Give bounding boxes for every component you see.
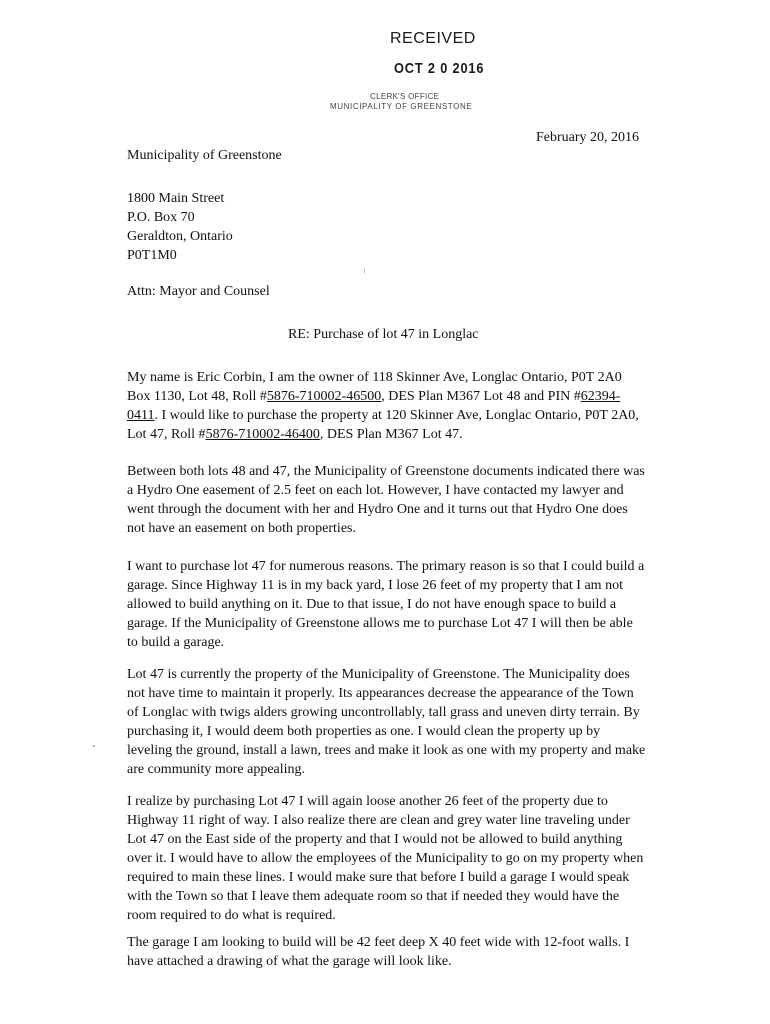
roll-number-lot48: 5876-710002-46500: [266, 389, 382, 404]
stamp-office: CLERK'S OFFICE: [370, 92, 440, 101]
stamp-municipality: MUNICIPALITY OF GREENSTONE: [330, 102, 473, 111]
address-line: 1800 Main Street: [127, 191, 225, 206]
stamp-received-text: RECEIVED: [390, 30, 476, 47]
paragraph-current-state: Lot 47 is currently the property of the Municipality of Greenstone. The Municipality does not have time to maintain it properly. Its appearances decrease the appearance of the Town of Longlac with twigs alders growing uncontrollably, tall grass and uneven dirty terrain. By purchasing it, I would deem both properties as one. I would clean the property up by leveling the ground, install a lawn, trees and make it look as one with my property and make are community more appealing.: [127, 667, 646, 777]
paragraph-reasons: I want to purchase lot 47 for numerous reasons. The primary reason is so that I could build a garage. Since Highway 11 is in my back yard, I lose 26 feet of my property that I am not allowed to build anything on it. Due to that issue, I do not have enough space to build a garage. If the Municipality of Greenstone allows me to purchase Lot 47 I will then be able to build a garage.: [127, 559, 645, 650]
paragraph-garage-plan: The garage I am looking to build will be 42 feet deep X 40 feet wide with 12-foot walls. I have attached a drawing of what the garage will look like.: [127, 935, 630, 969]
recipient-name: Municipality of Greenstone: [127, 148, 282, 163]
paragraph-right-of-way: I realize by purchasing Lot 47 I will again loose another 26 feet of the property due to Highway 11 right of way. I also realize there are clean and grey water line traveling under Lot 47 on the East side of the property and that I would not be allowed to build anything over it. I would have to allow the employees of the Municipality to go on my property when required to main these lines. I would make sure that before I build a garage I would speak with the Town so that I leave them adequate room so that if needed they would have the room required to do what is required.: [127, 794, 644, 923]
letter-date: February 20, 2016: [536, 130, 640, 145]
scan-speck: [93, 745, 95, 747]
attention-line: Attn: Mayor and Counsel: [127, 284, 270, 299]
address-line: P.O. Box 70: [127, 210, 195, 225]
intro-text: , DES Plan M367 Lot 47.: [319, 427, 463, 442]
address-line: Geraldton, Ontario: [127, 229, 233, 244]
paragraph-easement: Between both lots 48 and 47, the Municipality of Greenstone documents indicated there was a Hydro One easement of 2.5 feet on each lot. However, I have contacted my lawyer and went through the document with her and Hydro One and it turns out that Hydro One does not have an easement on both properties.: [127, 464, 645, 536]
intro-text: . I would like to purchase the property at 120 Skinner Ave, Longlac Ontario, P0T 2A0, Lot 47, Roll #: [127, 408, 639, 442]
pin-number: 62394-0411: [127, 389, 621, 423]
subject-line: RE: Purchase of lot 47 in Longlac: [288, 327, 479, 342]
intro-text: My name is Eric Corbin, I am the owner of 118 Skinner Ave, Longlac Ontario, P0T 2A0 Box 1130, Lot 48, Roll #: [127, 370, 622, 404]
roll-number-lot47: 5876-710002-46400: [205, 427, 320, 442]
stamp-date: OCT 2 0 2016: [394, 60, 485, 77]
scan-speck: [364, 268, 365, 274]
paragraph-introduction: [127, 368, 647, 444]
recipient-address: [127, 189, 233, 265]
intro-text: , DES Plan M367 Lot 48 and PIN #: [381, 389, 581, 404]
address-line: P0T1M0: [127, 248, 177, 263]
